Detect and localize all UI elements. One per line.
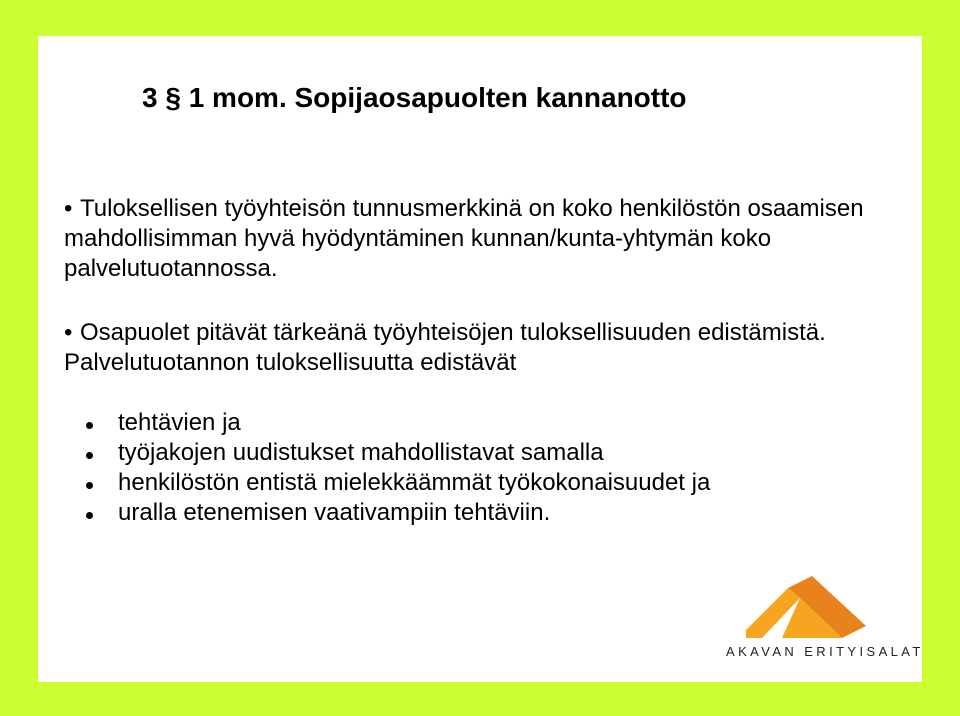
bullet-dot-icon bbox=[86, 482, 93, 489]
paragraph-text-1: Tuloksellisen työyhteisön tunnusmerkkinä on koko henkilöstön osaamisen mahdollisimman hyvä hyödyntäminen kunnan/kunta-yhtymän koko palvelutuotannossa. bbox=[64, 195, 864, 282]
paragraph-text-2: Osapuolet pitävät tärkeänä työyhteisöjen tuloksellisuuden edistämistä. Palvelutuotannon tuloksellisuutta edistävät bbox=[64, 319, 826, 376]
bullet-dot-icon bbox=[86, 512, 93, 519]
sub-bullet-list bbox=[84, 408, 710, 528]
list-item: henkilöstön entistä mielekkäämmät työkokonaisuudet ja bbox=[84, 468, 710, 498]
bullet-dot-icon bbox=[86, 452, 93, 459]
list-item: tehtävien ja bbox=[84, 408, 710, 438]
logo-text: AKAVAN ERITYISALAT bbox=[726, 644, 924, 659]
bullet-paragraph-2 bbox=[64, 318, 894, 378]
bullet-icon: • bbox=[64, 195, 73, 222]
roof-icon bbox=[746, 576, 866, 638]
list-item: työjakojen uudistukset mahdollistavat samalla bbox=[84, 438, 710, 468]
bullet-dot-icon bbox=[86, 422, 93, 429]
bullet-paragraph-1 bbox=[64, 194, 894, 284]
bullet-icon: • bbox=[64, 319, 73, 346]
slide bbox=[38, 36, 922, 682]
slide-title: 3 § 1 mom. Sopijaosapuolten kannanotto bbox=[142, 82, 687, 113]
list-item: uralla etenemisen vaativampiin tehtäviin. bbox=[84, 498, 710, 528]
